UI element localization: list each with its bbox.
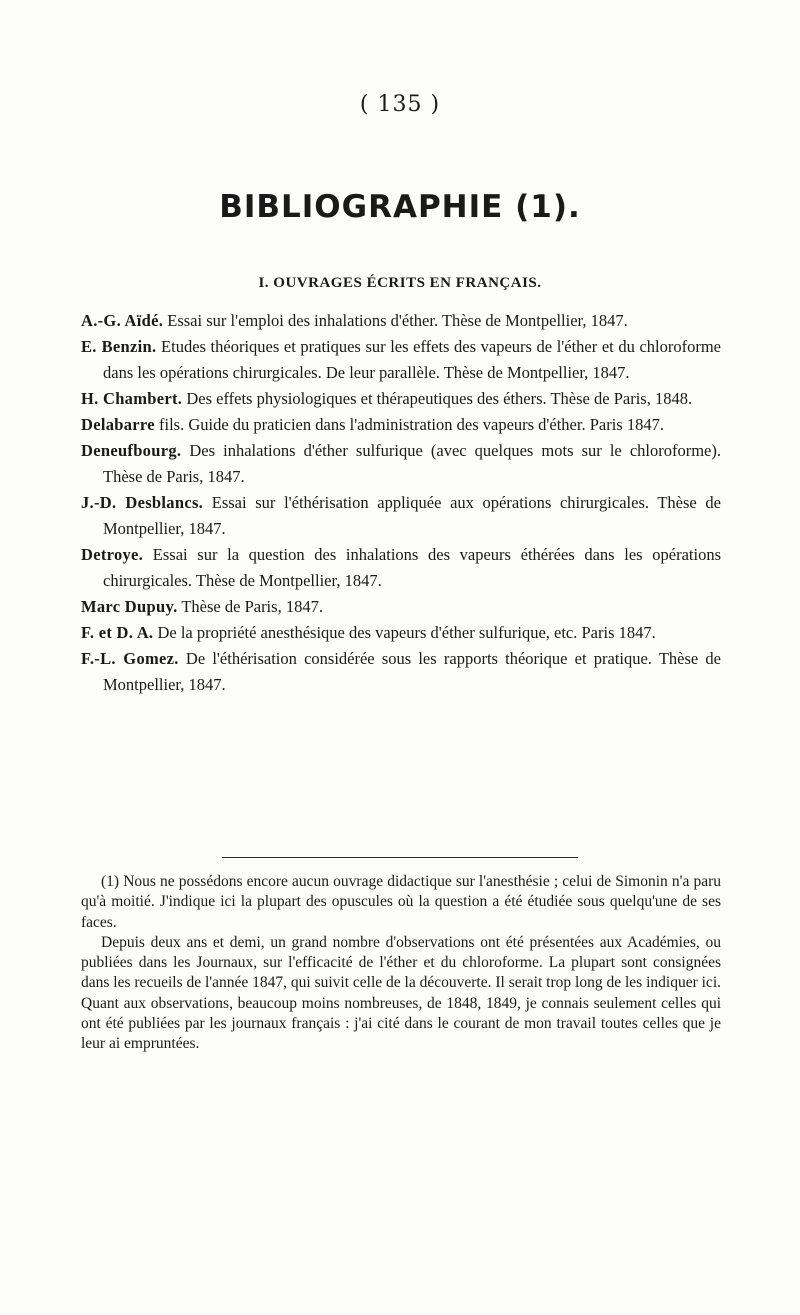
bibliography-entry bbox=[81, 308, 721, 334]
section-heading: I. OUVRAGES ÉCRITS EN FRANÇAIS. bbox=[258, 275, 542, 291]
bibliography-entry bbox=[81, 386, 721, 412]
entry-author: H. Chambert. bbox=[81, 389, 183, 408]
bibliography-list bbox=[81, 308, 721, 698]
bibliography-entry bbox=[81, 542, 721, 594]
bibliography-entry bbox=[81, 334, 721, 386]
footnote-paragraph: Depuis deux ans et demi, un grand nombre d'observations ont été présentées aux Académies, ou publiées dans les Journaux, sur l'efficacité de l'éther et du chloroforme. La plupart sont consignées dans les recueils de l'année 1847, qui suivit celle de la découverte. Il serait trop long de les indiquer ici. Quant aux observations, beaucoup moins nombreuses, de 1848, 1849, je connais seulement celles qui ont été publiées par les journaux français : j'ai cité dans le courant de mon travail toutes celles que je leur ai empruntées. bbox=[81, 933, 721, 1053]
page-title: BIBLIOGRAPHIE (1). bbox=[219, 189, 581, 225]
entry-author: F. et D. A. bbox=[81, 623, 154, 642]
entry-author: F.-L. Gomez. bbox=[81, 649, 179, 668]
entry-text: Des inhalations d'éther sulfurique (avec quelques mots sur le chloroforme). Thèse de Paris, 1847. bbox=[103, 441, 721, 486]
entry-author: Delabarre bbox=[81, 415, 155, 434]
entry-text: Thèse de Paris, 1847. bbox=[177, 597, 323, 616]
bibliography-entry bbox=[81, 594, 721, 620]
entry-author: J.-D. Desblancs. bbox=[81, 493, 204, 512]
entry-text: De l'éthérisation considérée sous les rapports théorique et pratique. Thèse de Montpellier, 1847. bbox=[103, 649, 721, 694]
bibliography-entry bbox=[81, 412, 721, 438]
bibliography-entry bbox=[81, 646, 721, 698]
page-number: ( 135 ) bbox=[359, 92, 441, 117]
entry-author: E. Benzin. bbox=[81, 337, 157, 356]
entry-text: Des effets physiologiques et thérapeutiques des éthers. Thèse de Paris, 1848. bbox=[182, 389, 693, 408]
bibliography-entry bbox=[81, 620, 721, 646]
bibliography-entry bbox=[81, 438, 721, 490]
entry-text: Essai sur la question des inhalations des vapeurs éthérées dans les opérations chirurgicales. Thèse de Montpellier, 1847. bbox=[103, 545, 721, 590]
entry-author: Detroye. bbox=[81, 545, 144, 564]
footnotes bbox=[81, 872, 721, 1055]
entry-text: De la propriété anesthésique des vapeurs d'éther sulfurique, etc. Paris 1847. bbox=[153, 623, 656, 642]
entry-text: Etudes théoriques et pratiques sur les effets des vapeurs de l'éther et du chloroforme dans les opérations chirurgicales. De leur parallèle. Thèse de Montpellier, 1847. bbox=[103, 337, 721, 382]
entry-text: fils. Guide du praticien dans l'administration des vapeurs d'éther. Paris 1847. bbox=[154, 415, 664, 434]
entry-author: Marc Dupuy. bbox=[81, 597, 178, 616]
entry-author: A.-G. Aïdé. bbox=[81, 311, 164, 330]
footnote-paragraph: (1) Nous ne possédons encore aucun ouvrage didactique sur l'anesthésie ; celui de Simonin n'a paru qu'à moitié. J'indique ici la plupart des opuscules où la question a été étudiée sous quelqu'une de ses faces. bbox=[81, 873, 721, 931]
entry-text: Essai sur l'éthérisation appliquée aux opérations chirurgicales. Thèse de Montpellier, 1847. bbox=[103, 493, 721, 538]
entry-author: Deneufbourg. bbox=[81, 441, 182, 460]
footnote-divider bbox=[222, 857, 578, 858]
bibliography-entry bbox=[81, 490, 721, 542]
entry-text: Essai sur l'emploi des inhalations d'éther. Thèse de Montpellier, 1847. bbox=[163, 311, 628, 330]
